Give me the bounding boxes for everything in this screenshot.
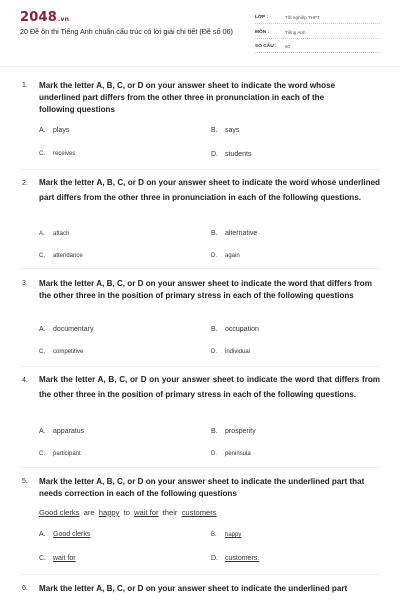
option-word: again: [225, 253, 240, 259]
option-word: occupation: [225, 326, 259, 333]
option-letter: B.: [211, 326, 218, 333]
option-b[interactable]: [211, 532, 241, 538]
option-word: peninsula: [225, 451, 251, 457]
option-letter: D.: [211, 349, 217, 355]
option-word: attendance: [53, 253, 83, 259]
meta-row-subject: [255, 27, 380, 39]
option-letter: B.: [211, 230, 218, 237]
question-prompt: Mark the letter A, B, C, or D on your answer sheet to indicate the word that differs from the other three in the position of primary stress in each of the following questions.: [39, 375, 380, 399]
option-letter: A.: [39, 428, 46, 435]
option-word: wait for: [53, 555, 76, 562]
option-word: says: [225, 127, 240, 134]
sentence-part-underlined: customers: [181, 508, 217, 517]
meta-value: Tiếng Anh: [285, 29, 306, 35]
question-prompt: Mark the letter A, B, C, or D on your answer sheet to indicate the underlined part: [39, 584, 348, 593]
option-letter: C.: [39, 555, 46, 562]
option-word: plays: [53, 127, 70, 134]
question-number: 5.: [22, 478, 28, 485]
option-letter: C.: [39, 151, 45, 157]
document-meta: [255, 12, 380, 56]
option-letter: A.: [39, 531, 46, 538]
option-word: individual: [225, 349, 251, 355]
meta-label: SỐ CÂU :: [255, 44, 277, 49]
document-header: [0, 0, 400, 70]
question-prompt: Mark the letter A, B, C, or D on your answer sheet to indicate the word whose underlined part differs from the other three in pronunciation in each of the following questions.: [39, 178, 380, 202]
option-letter: C.: [39, 349, 45, 355]
option-letter: C.: [39, 451, 45, 457]
question-divider: [20, 169, 380, 170]
option-c[interactable]: [39, 151, 75, 157]
header-divider: [0, 66, 400, 67]
sentence-part-underlined: happy: [98, 508, 120, 517]
option-word: apparatus: [53, 428, 85, 435]
option-a[interactable]: [39, 326, 93, 333]
meta-value: 50: [285, 44, 291, 49]
option-b[interactable]: [211, 230, 257, 237]
sentence-part-underlined: Good clerks: [39, 508, 80, 517]
site-logo[interactable]: [20, 10, 69, 25]
option-d[interactable]: [211, 151, 251, 158]
question-number: 2.: [22, 180, 28, 187]
option-d[interactable]: [211, 253, 240, 259]
sentence-part-underlined: wait for: [134, 508, 159, 517]
logo-suffix: .vn: [57, 16, 70, 23]
option-word: receives: [53, 151, 76, 157]
option-letter: D.: [211, 451, 217, 457]
option-word: customers.: [225, 555, 260, 562]
option-letter: D.: [211, 151, 218, 158]
option-a[interactable]: [39, 531, 90, 538]
option-a[interactable]: [39, 231, 69, 237]
meta-label: MÔN :: [255, 29, 270, 35]
question-divider: [20, 366, 380, 367]
option-word: prosperity: [225, 428, 256, 435]
sentence-part: their: [162, 508, 178, 517]
option-letter: D.: [211, 555, 218, 562]
option-b[interactable]: [211, 428, 256, 435]
option-letter: A.: [39, 127, 46, 134]
meta-row-count: [255, 41, 380, 53]
option-a[interactable]: [39, 127, 69, 134]
option-c[interactable]: [39, 555, 76, 562]
question-prompt: Mark the letter A, B, C, or D on your answer sheet to indicate the underlined part that needs correction in each of the following questions: [39, 477, 365, 498]
question-prompt: Mark the letter A, B, C, or D on your answer sheet to indicate the word whose underlined part differs from the other three in pronunciation in each of the following questions: [39, 81, 336, 114]
option-word: happy: [225, 532, 242, 538]
option-c[interactable]: [39, 451, 81, 457]
option-letter: C.: [39, 253, 45, 259]
meta-label: LỚP :: [255, 15, 269, 20]
option-letter: A.: [39, 326, 46, 333]
option-word: competitive: [53, 349, 84, 355]
meta-row-class: [255, 12, 380, 24]
question-sentence: [39, 508, 219, 517]
option-d[interactable]: [211, 555, 259, 562]
sentence-part: are: [83, 508, 95, 517]
option-letter: D.: [211, 253, 217, 259]
question-number: 1.: [22, 82, 28, 89]
option-c[interactable]: [39, 349, 83, 355]
option-d[interactable]: [211, 349, 250, 355]
question-divider: [20, 574, 380, 575]
option-a[interactable]: [39, 428, 84, 435]
question-divider: [20, 467, 380, 468]
question-number: 3.: [22, 280, 28, 287]
option-word: alternative: [225, 230, 258, 237]
sentence-part: to: [123, 508, 130, 517]
option-word: students: [225, 151, 252, 158]
option-letter: A.: [39, 231, 45, 237]
question-divider: [20, 268, 380, 269]
option-word: documentary: [53, 326, 94, 333]
option-word: attach: [53, 231, 70, 237]
option-d[interactable]: [211, 451, 251, 457]
option-word: participant: [53, 451, 81, 457]
option-word: Good clerks: [53, 531, 91, 538]
question-number: 6.: [22, 585, 28, 592]
document-title: 20 Đề ôn thi Tiếng Anh chuẩn cấu trúc có lời giải chi tiết (Đề số 06): [20, 27, 233, 36]
option-letter: B.: [211, 532, 217, 538]
option-b[interactable]: [211, 326, 259, 333]
option-b[interactable]: [211, 127, 239, 134]
meta-value: Tốt nghiệp THPT: [285, 15, 320, 20]
option-c[interactable]: [39, 253, 83, 259]
logo-text: 2048: [20, 10, 57, 25]
option-letter: B.: [211, 127, 218, 134]
question-prompt: Mark the letter A, B, C, or D on your answer sheet to indicate the word that differs from the other three in the position of primary stress in each of the following questions: [39, 279, 372, 300]
option-letter: B.: [211, 428, 218, 435]
question-number: 4.: [22, 377, 28, 384]
